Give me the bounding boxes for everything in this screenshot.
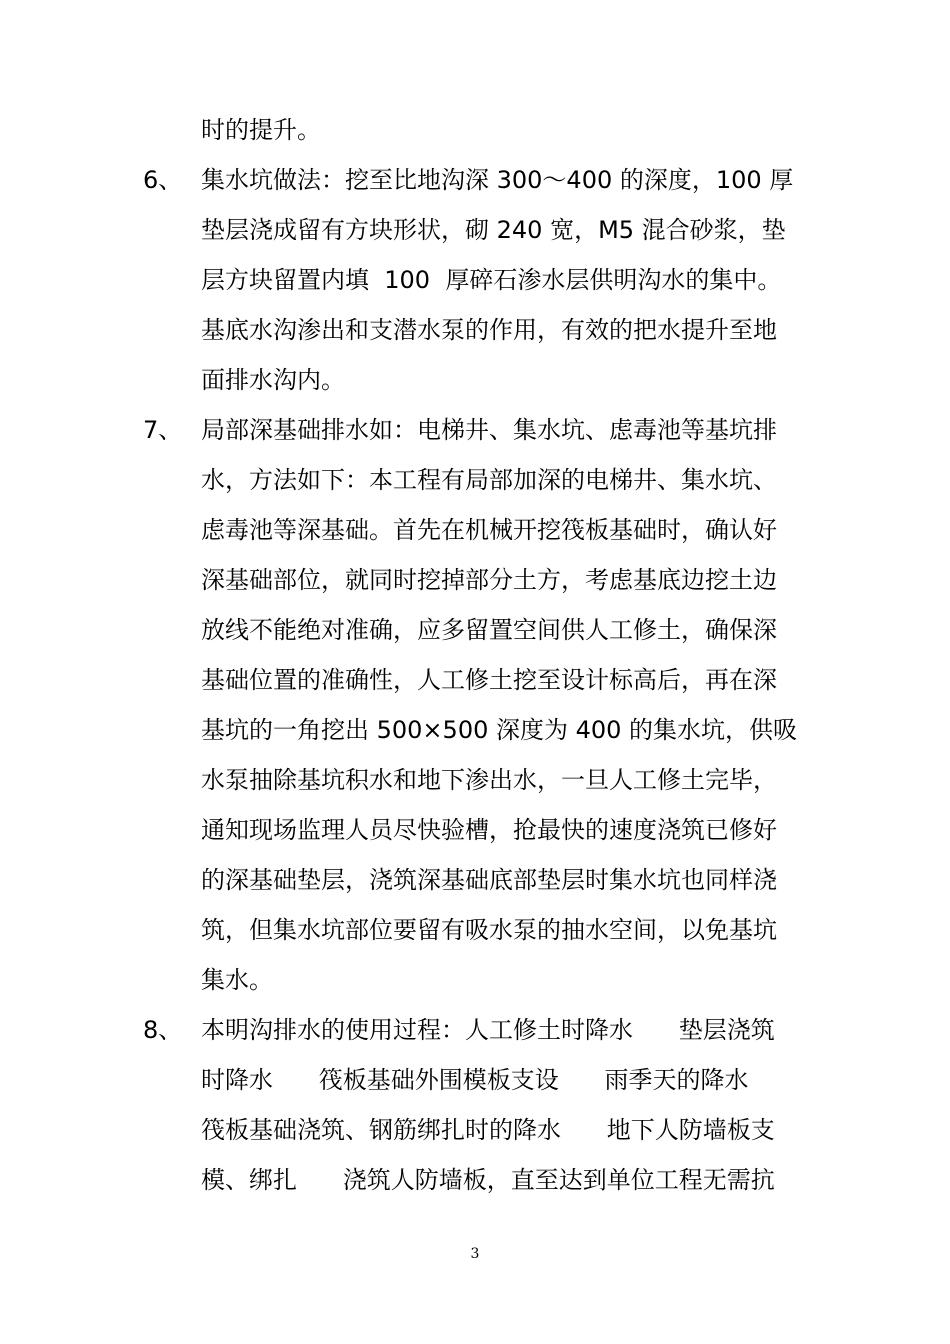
- text-line: [0, 660, 950, 700]
- text-line: [0, 410, 950, 450]
- line-text: 层方块留置内填 100 厚碎石渗水层供明沟水的集中。: [201, 266, 782, 294]
- text-line: [0, 1160, 950, 1200]
- line-text: 基坑的一角挖出 500×500 深度为 400 的集水坑，供吸: [201, 716, 798, 744]
- text-line: [0, 310, 950, 350]
- text-line: [0, 710, 950, 750]
- text-line: [0, 1110, 950, 1150]
- text-line: [0, 610, 950, 650]
- line-text: 模、绑扎 浇筑人防墙板，直至达到单位工程无需抗: [201, 1166, 775, 1194]
- line-text: 垫层浇成留有方块形状，砌 240 宽，M5 混合砂浆，垫: [201, 216, 786, 244]
- text-line: [0, 810, 950, 850]
- text-line: [0, 210, 950, 250]
- text-line: [0, 460, 950, 500]
- line-text: 水泵抽除基坑积水和地下渗出水，一旦人工修土完毕，: [201, 766, 777, 794]
- text-line: [0, 860, 950, 900]
- line-text: 集水。: [201, 966, 273, 994]
- text-line: [0, 1060, 950, 1100]
- line-text: 放线不能绝对准确，应多留置空间供人工修土，确保深: [201, 616, 777, 644]
- line-text: 筏板基础浇筑、钢筋绑扎时的降水 地下人防墙板支: [201, 1116, 775, 1144]
- text-line: [0, 960, 950, 1000]
- item-number: 8、: [143, 1016, 183, 1044]
- text-line: [0, 110, 950, 150]
- line-text: 本明沟排水的使用过程：人工修土时降水 垫层浇筑: [201, 1016, 775, 1044]
- line-text: 深基础部位，就同时挖掉部分土方，考虑基底边挖土边: [201, 566, 777, 594]
- line-text: 基底水沟渗出和支潜水泵的作用，有效的把水提升至地: [201, 316, 777, 344]
- text-line: [0, 160, 950, 200]
- text-line: [0, 910, 950, 950]
- line-text: 面排水沟内。: [201, 366, 345, 394]
- text-line: [0, 260, 950, 300]
- item-number: 7、: [143, 416, 183, 444]
- text-line: [0, 560, 950, 600]
- line-text: 基础位置的准确性，人工修土挖至设计标高后，再在深: [201, 666, 777, 694]
- text-line: [0, 1010, 950, 1050]
- line-text: 局部深基础排水如：电梯井、集水坑、虑毒池等基坑排: [201, 416, 777, 444]
- line-text: 筑，但集水坑部位要留有吸水泵的抽水空间，以免基坑: [201, 916, 777, 944]
- line-text: 时降水 筏板基础外围模板支设 雨季天的降水: [201, 1066, 749, 1094]
- item-number: 6、: [143, 166, 183, 194]
- line-text: 水，方法如下：本工程有局部加深的电梯井、集水坑、: [201, 466, 777, 494]
- line-text: 虑毒池等深基础。首先在机械开挖筏板基础时，确认好: [201, 516, 777, 544]
- text-line: [0, 360, 950, 400]
- line-text: 的深基础垫层，浇筑深基础底部垫层时集水坑也同样浇: [201, 866, 777, 894]
- text-line: [0, 760, 950, 800]
- line-text: 通知现场监理人员尽快验槽，抢最快的速度浇筑已修好: [201, 816, 777, 844]
- line-text: 集水坑做法：挖至比地沟深 300～400 的深度，100 厚: [201, 166, 794, 194]
- text-line: [0, 510, 950, 550]
- line-text: 时的提升。: [201, 116, 321, 144]
- page-number: 3: [470, 1246, 480, 1262]
